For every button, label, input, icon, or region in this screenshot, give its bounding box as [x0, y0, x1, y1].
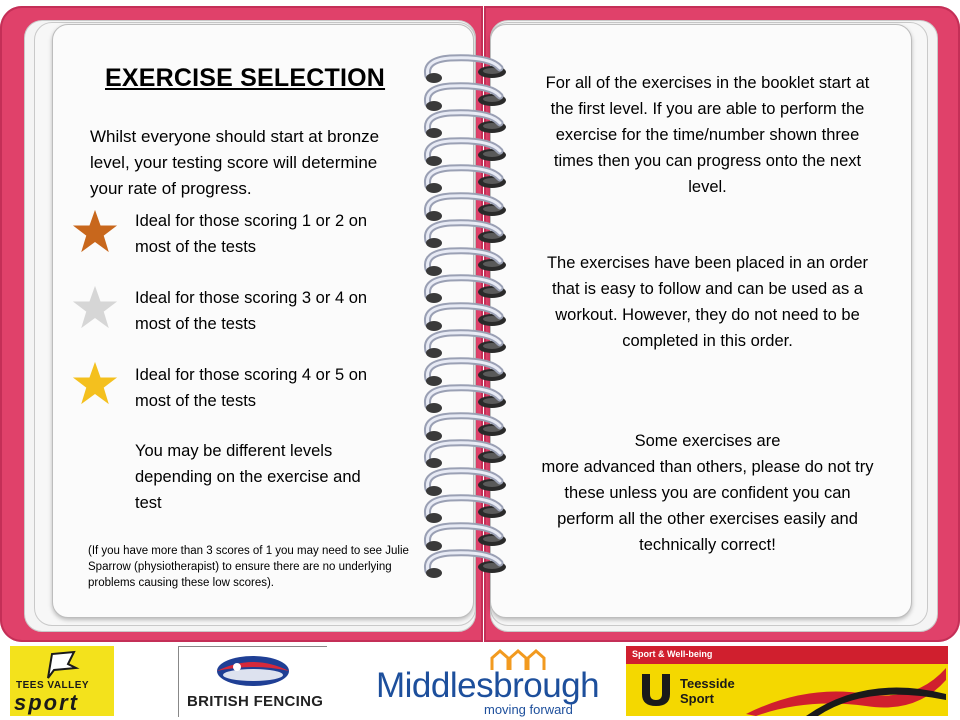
- silver-star-icon: [72, 284, 118, 330]
- right-paragraph-1: For all of the exercises in the booklet start at the first level. If you are able to perform the exercise for the time/number shown three times then you can progress onto the next level.: [545, 74, 870, 196]
- silver-level-text: Ideal for those scoring 3 or 4 on most of the tests: [135, 289, 368, 333]
- right-paragraph-2: The exercises have been placed in an order that is easy to follow and can be used as a workout. However, they do not need to be completed in this order.: [546, 254, 869, 350]
- right-paragraph-3-rest: more advanced than others, please do not try these unless you are confident you can perform all the other exercises easily and technically correct!: [541, 458, 874, 554]
- physio-note: (If you have more than 3 scores of 1 you may need to see Julie Sparrow (physiotherapist) to ensure there are no underlying problems causing these low scores).: [88, 545, 409, 589]
- british-fencing-logo: [178, 646, 327, 717]
- british-fencing-text: BRITISH FENCING: [187, 693, 324, 710]
- spiral-ring-icon: [420, 547, 520, 581]
- intro-text: Whilst everyone should start at bronze level, your testing score will determine your rate of progress.: [90, 127, 380, 198]
- page-title: EXERCISE SELECTION: [105, 64, 386, 92]
- different-levels-text: You may be different levels depending on the exercise and test: [135, 442, 361, 512]
- gold-level-text: Ideal for those scoring 4 or 5 on most of the tests: [135, 366, 368, 410]
- gold-star-icon: [72, 360, 118, 406]
- british-fencing-emblem-icon: [213, 653, 293, 689]
- tees-valley-text: TEES VALLEY: [16, 680, 90, 691]
- teesside-name-top: Teesside: [680, 676, 735, 691]
- teesside-sport-text: [680, 676, 735, 706]
- teesside-sport-logo: [626, 646, 948, 716]
- right-paragraph-3-line1: Some exercises are: [634, 432, 781, 450]
- middlesbrough-logo: [372, 646, 600, 717]
- moving-forward-text: moving forward: [484, 702, 573, 717]
- teesside-swoosh-icon: [746, 664, 946, 716]
- bronze-level-text: Ideal for those scoring 1 or 2 on most of the tests: [135, 212, 368, 256]
- right-paragraph-3: [535, 428, 880, 558]
- teesside-header-bar: [626, 646, 948, 664]
- sport-text: sport: [14, 690, 79, 715]
- teesside-header-text: Sport & Well-being: [632, 649, 713, 659]
- middlesbrough-text: Middlesbrough: [376, 666, 600, 705]
- tees-valley-flag-icon: [40, 650, 80, 680]
- bronze-star-icon: [72, 208, 118, 254]
- teesside-u-icon: [636, 670, 676, 710]
- tees-valley-sport-logo: [10, 646, 114, 716]
- teesside-name-bottom: Sport: [680, 691, 714, 706]
